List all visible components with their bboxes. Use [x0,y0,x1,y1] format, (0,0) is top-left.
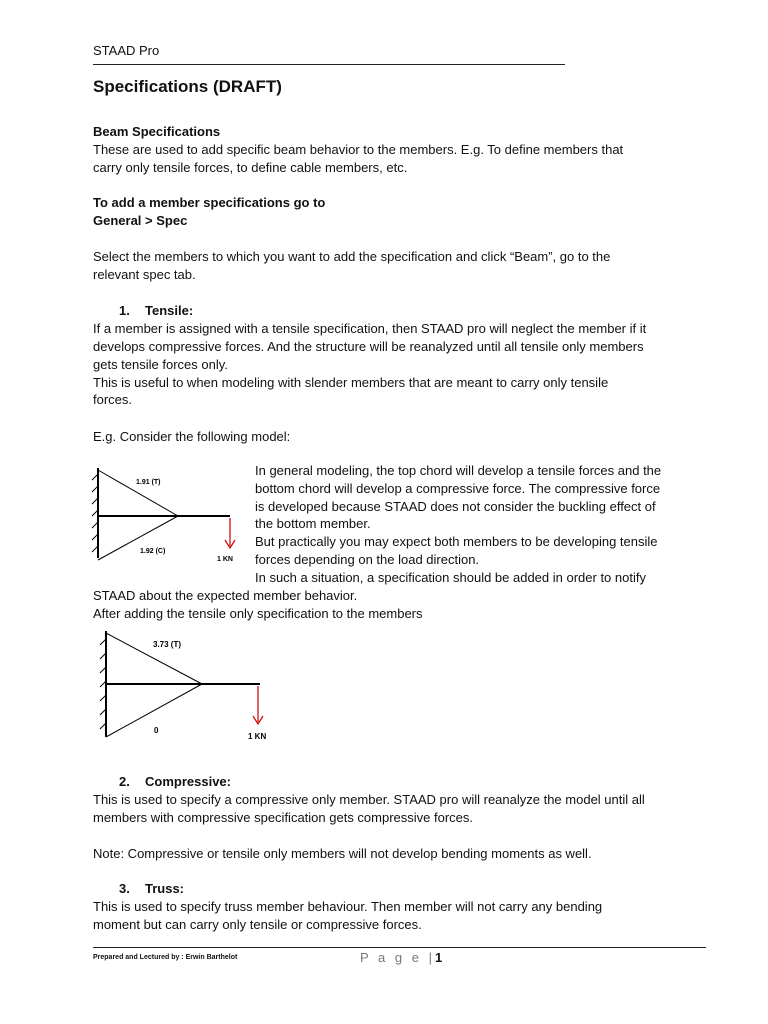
select-line-2: relevant spec tab. [93,267,196,282]
howto-line-1: To add a member specifications go to [93,195,326,210]
beam-spec-heading: Beam Specifications [93,124,221,139]
side-line-4: the bottom member. [255,516,371,531]
compressive-line-1: This is used to specify a compressive only member. STAAD pro will reanalyze the model until all [93,792,645,807]
side-line-5: But practically you may expect both members to be developing tensile [255,534,658,549]
diagram2-top-label: 3.73 (T) [153,640,182,649]
truss-diagram-2 [98,625,278,750]
select-line-1: Select the members to which you want to add the specification and click “Beam”, go to the [93,249,611,264]
beam-spec-line-2: carry only tensile forces, to define cable members, etc. [93,160,408,175]
tensile-line-3: gets tensile forces only. [93,357,228,372]
side-line-2: bottom chord will develop a compressive force. The compressive force [255,481,661,496]
tensile-heading [119,302,193,320]
side-line-7: In such a situation, a specification should be added in order to notify [255,570,646,585]
tensile-line-5: forces. [93,392,133,407]
truss-line-1: This is used to specify truss member behaviour. Then member will not carry any bending [93,899,603,914]
side-line-6: forces depending on the load direction. [255,552,480,567]
footer-rule [93,947,706,948]
compressive-number: 2. [119,774,130,789]
header-rule [93,64,565,65]
diagram2-load-label: 1 KN [248,732,267,741]
diagram1-bottom-label: 1.92 (C) [140,548,166,555]
example-intro: E.g. Consider the following model: [93,429,291,444]
truss-line-2: moment but can carry only tensile or compressive forces. [93,917,422,932]
truss-diagram-1 [90,460,250,570]
truss-title: Truss: [145,881,185,896]
page-num: 1 [434,950,443,965]
truss-heading [119,880,184,898]
footer-author: Prepared and Lectured by : Erwin Barthelot [93,954,238,961]
after-line-1: STAAD about the expected member behavior. [93,588,358,603]
page-title: Specifications (DRAFT) [93,77,282,96]
diagram1-top-label: 1.91 (T) [136,479,161,486]
compressive-line-2: members with compressive specification gets compressive forces. [93,810,474,825]
truss-number: 3. [119,881,130,896]
tensile-line-4: This is useful to when modeling with slender members that are meant to carry only tensile [93,375,609,390]
diagram2-bottom-label: 0 [154,726,159,735]
after-line-2: After adding the tensile only specification to the members [93,606,423,621]
page-word: P a g e | [360,950,435,965]
page-number [360,950,442,965]
side-line-3: is developed because STAAD does not consider the buckling effect of [255,499,656,514]
document-header: STAAD Pro [93,43,160,58]
compressive-note: Note: Compressive or tensile only members will not develop bending moments as well. [93,846,592,861]
compressive-heading [119,773,231,791]
bottom-chord-member [98,516,178,560]
tensile-line-1: If a member is assigned with a tensile specification, then STAAD pro will neglect the member if it [93,321,647,336]
diagram1-load-label: 1 KN [217,556,233,563]
tensile-number: 1. [119,303,130,318]
side-line-1: In general modeling, the top chord will develop a tensile forces and the [255,463,662,478]
compressive-title: Compressive: [145,774,231,789]
tensile-line-2: develops compressive forces. And the structure will be reanalyzed until all tensile only members [93,339,644,354]
tensile-title: Tensile: [145,303,194,318]
top-chord-member [98,470,178,516]
howto-line-2: General > Spec [93,213,188,228]
beam-spec-line-1: These are used to add specific beam behavior to the members. E.g. To define members that [93,142,624,157]
